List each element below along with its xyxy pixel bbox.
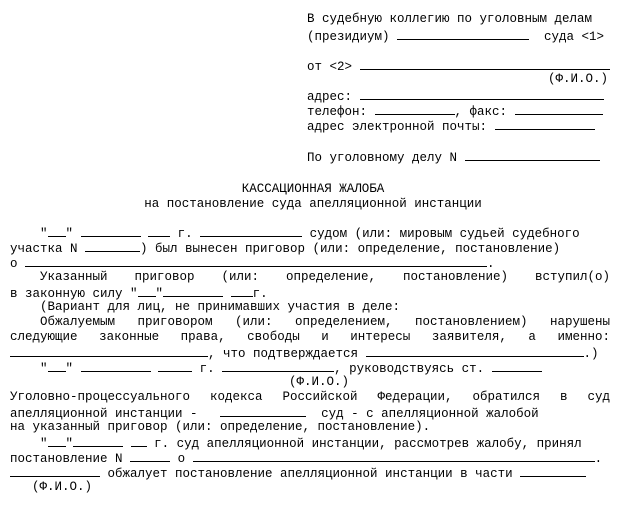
title-text: КАССАЦИОННАЯ ЖАЛОБА xyxy=(241,182,385,196)
fio-note-3 xyxy=(32,480,92,495)
resolution-number-field[interactable] xyxy=(130,450,170,462)
court-name-field[interactable] xyxy=(397,28,529,40)
section-number-field[interactable] xyxy=(85,240,140,252)
body-text-16b: о xyxy=(177,452,186,466)
year-field-2[interactable] xyxy=(231,285,253,297)
quote-close-2: " xyxy=(155,287,164,301)
body-text-2: ) был вынесен приговор (или: определение, постановление) xyxy=(140,242,561,256)
body-text-5a: в законную силу " xyxy=(10,287,138,301)
quote-close-3: " xyxy=(65,362,74,376)
case-number-field[interactable] xyxy=(465,149,600,161)
decision-subject-field[interactable] xyxy=(25,255,487,267)
year-suffix-2: г. xyxy=(252,287,268,301)
appeal-part-field[interactable] xyxy=(520,465,586,477)
body-text-3b: . xyxy=(487,257,495,271)
body-line-14 xyxy=(10,420,430,435)
from-name-field[interactable] xyxy=(360,58,610,70)
month-field-2[interactable] xyxy=(163,285,223,297)
body-text-16a: постановление N xyxy=(10,452,123,466)
address-label: адрес: xyxy=(307,90,353,104)
evidence-field[interactable] xyxy=(366,345,584,357)
court-suffix-text: суда <1> xyxy=(544,30,605,44)
day-field-4[interactable] xyxy=(48,435,66,447)
body-text-17: обжалует постановление апелляционной инстанции в части xyxy=(107,467,513,481)
fio-note-text-3: (Ф.И.О.) xyxy=(32,480,93,494)
quote-close: " xyxy=(65,227,74,241)
fax-label: , факс: xyxy=(454,105,508,119)
body-text-1: судом (или: мировым судьей судебного xyxy=(309,227,580,241)
addressee-text: В судебную коллегию по уголовным делам xyxy=(307,12,593,26)
year-field-1[interactable] xyxy=(148,225,170,237)
article-field[interactable] xyxy=(492,360,542,372)
quote-close-4: " xyxy=(65,437,74,451)
month-field-4[interactable] xyxy=(73,435,123,447)
body-line-8 xyxy=(10,330,610,345)
body-line-12 xyxy=(10,390,610,405)
case-line xyxy=(307,149,600,166)
email-line xyxy=(307,118,595,135)
body-text-9a: , что подтверждается xyxy=(208,347,359,361)
body-text-10: , руководствуясь ст. xyxy=(334,362,485,376)
fio-note-text-2: (Ф.И.О.) xyxy=(289,375,350,389)
body-text-6: (Вариант для лиц, не принимавших участия в деле: xyxy=(40,300,401,314)
section-label: участка N xyxy=(10,242,78,256)
appeal-court-field[interactable] xyxy=(220,405,306,417)
applicant-name-field-1[interactable] xyxy=(222,360,334,372)
document-title xyxy=(0,182,626,197)
body-text-9b: .) xyxy=(583,347,599,361)
year-field-3[interactable] xyxy=(158,360,192,372)
day-field-1[interactable] xyxy=(48,225,66,237)
email-label: адрес электронной почты: xyxy=(307,120,488,134)
body-text-13b: суд - с апелляционной жалобой xyxy=(321,407,539,421)
from-label: от <2> xyxy=(307,60,353,74)
email-field[interactable] xyxy=(495,118,595,130)
court-field-1[interactable] xyxy=(200,225,302,237)
quote-open-3: " xyxy=(40,362,48,376)
body-text-14: на указанный приговор (или: определение, постановление). xyxy=(10,420,431,434)
from-fio-note xyxy=(548,72,608,87)
quote-open-4: " xyxy=(40,437,48,451)
body-text-15: г. суд апелляционной инстанции, рассмотрев жалобу, принял xyxy=(154,437,582,451)
body-text-3a: о xyxy=(10,257,18,271)
body-text-12: Уголовно-процессуального кодекса Российской Федерации, обратился в суд xyxy=(10,390,610,404)
court-name-line xyxy=(307,28,604,45)
violated-rights-field[interactable] xyxy=(10,345,208,357)
body-line-6 xyxy=(40,300,400,315)
body-line-7 xyxy=(40,315,610,330)
case-label: По уголовному делу N xyxy=(307,151,458,165)
body-text-8: следующие законные права, свободы и интересы заявителя, а именно: xyxy=(10,330,610,344)
body-line-4 xyxy=(40,270,610,285)
resolution-subject-field[interactable] xyxy=(193,450,595,462)
phone-field[interactable] xyxy=(375,103,455,115)
fio-note-2 xyxy=(289,375,349,390)
fax-field[interactable] xyxy=(515,103,603,115)
body-line-17 xyxy=(10,465,586,482)
address-field[interactable] xyxy=(360,88,604,100)
applicant-name-field-2[interactable] xyxy=(10,465,100,477)
subtitle-text: на постановление суда апелляционной инстанции xyxy=(144,197,482,211)
quote-open: " xyxy=(40,227,48,241)
fio-note-text: (Ф.И.О.) xyxy=(548,72,609,86)
document-subtitle xyxy=(0,197,626,212)
addressee-line xyxy=(307,12,592,27)
day-field-2[interactable] xyxy=(138,285,156,297)
body-text-16c: . xyxy=(594,452,603,466)
body-text-13a: апелляционной инстанции - xyxy=(10,407,198,421)
year-suffix-3: г. xyxy=(199,362,215,376)
phone-label: телефон: xyxy=(307,105,368,119)
body-text-7: Обжалуемым приговором (или: определением, постановлением) нарушены xyxy=(40,315,610,329)
month-field-1[interactable] xyxy=(81,225,141,237)
year-suffix: г. xyxy=(177,227,193,241)
month-field-3[interactable] xyxy=(81,360,151,372)
year-field-4[interactable] xyxy=(131,435,147,447)
body-text-4: Указанный приговор (или: определение, постановление) вступил(о) xyxy=(40,270,610,284)
day-field-3[interactable] xyxy=(48,360,66,372)
presidium-text: (президиум) xyxy=(307,30,390,44)
